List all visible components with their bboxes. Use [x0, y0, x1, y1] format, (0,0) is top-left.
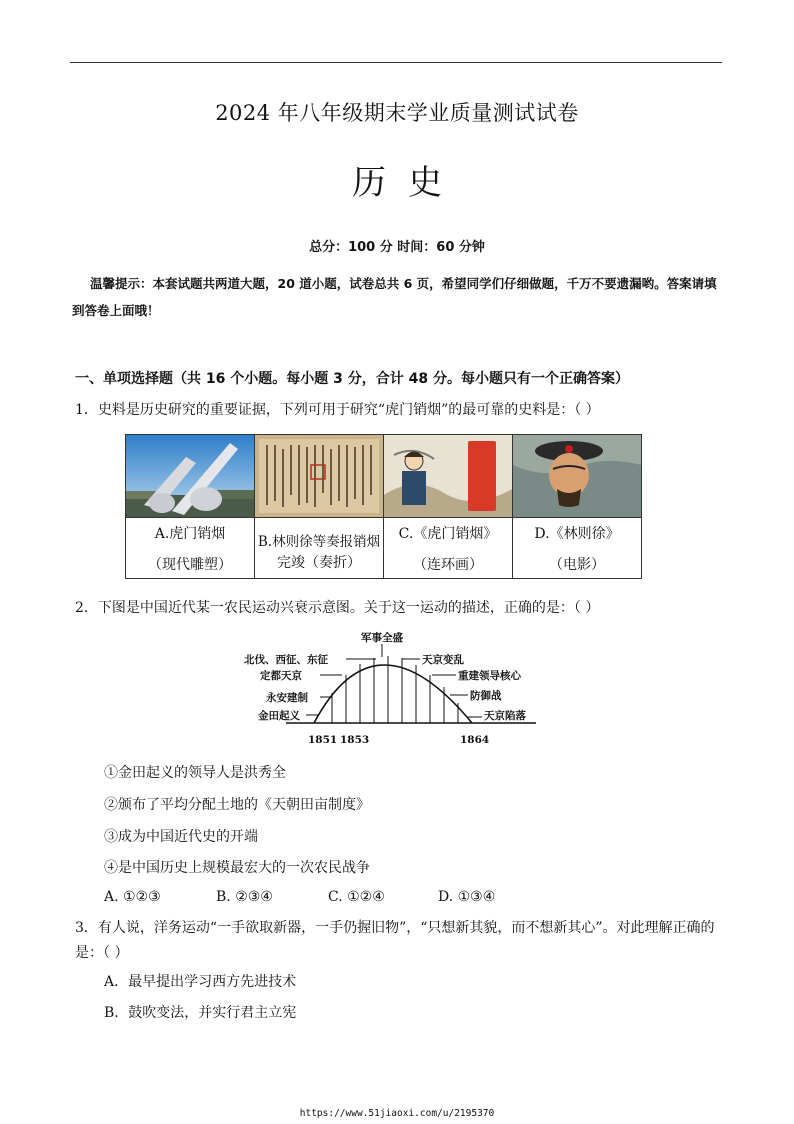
q2-choice-c: C. ①②④ [328, 889, 385, 905]
option-c-image [384, 435, 513, 518]
option-a [126, 518, 255, 579]
option-b [255, 518, 384, 579]
taiping-rise-fall-diagram [236, 627, 556, 750]
movie-poster-image [513, 435, 641, 517]
label-peak: 军事全盛 [361, 632, 403, 644]
q2-choice-a: A. ①②③ [104, 889, 161, 905]
score-time: 总分：100 分 时间：60 分钟 [309, 240, 485, 255]
q3-option-b: B．鼓吹变法，并实行君主立宪 [104, 1005, 297, 1021]
q2-statement-4: ④是中国历史上规模最宏大的一次农民战争 [104, 860, 370, 876]
exam-title: 2024 年八年级期末学业质量测试试卷 [215, 101, 579, 125]
q2-statement-1: ①金田起义的领导人是洪秀全 [104, 765, 286, 781]
top-rule [70, 62, 722, 63]
question-1: 1．史料是历史研究的重要证据，下列可用于研究“虎门销烟”的最可靠的史料是：（ ） [75, 402, 600, 418]
q2-statement-3: ③成为中国近代史的开端 [104, 829, 258, 845]
q2-statement-2: ②颁布了平均分配土地的《天朝田亩制度》 [104, 797, 370, 813]
memorial-image [255, 435, 383, 517]
label-year-1853: 1853 [340, 734, 370, 746]
option-a-image [126, 435, 255, 518]
option-b-image [255, 435, 384, 518]
label-left-4: 金田起义 [258, 710, 300, 722]
warm-tip: 温馨提示：本套试题共两道大题，20 道小题，试卷总共 6 页，希望同学们仔细做题，千万不要遗漏哟。答案请填到答卷上面哦！ [72, 276, 717, 318]
sculpture-image [126, 435, 254, 517]
label-left-2: 定都天京 [260, 670, 302, 682]
label-year-1864: 1864 [460, 734, 490, 746]
option-c-line1: C.《虎门销烟》 [398, 526, 498, 542]
option-d [513, 518, 642, 579]
label-right-2: 重建领导核心 [458, 670, 521, 682]
section-1-title: 一、单项选择题（共 16 个小题。每小题 3 分，合计 48 分。每小题只有一个正确答案） [75, 371, 629, 387]
subject-title: 历史 [352, 163, 464, 203]
option-b-line1: B.林则徐等奏报销烟 [257, 533, 381, 550]
option-b-line2: 完竣（奏折） [277, 554, 361, 571]
option-a-line1: A.虎门销烟 [154, 526, 226, 542]
comic-image [384, 435, 512, 517]
label-right-3: 防御战 [470, 690, 502, 702]
question-2: 2．下图是中国近代某一农民运动兴衰示意图。关于这一运动的描述，正确的是：（ ） [75, 600, 600, 616]
question-3: 3．有人说，洋务运动“一手欲取新器，一手仍握旧物”，“只想新其貌，而不想新其心”。对此理解正确的是：（ ） [75, 920, 715, 961]
option-d-line2: （电影） [549, 557, 605, 573]
q2-choice-b: B. ②③④ [216, 889, 273, 905]
label-year-1851: 1851 [308, 734, 338, 746]
option-c-line2: （连环画） [413, 557, 483, 573]
diagram-arc [314, 665, 472, 723]
q2-choice-d: D. ①③④ [438, 889, 496, 905]
label-left-3: 永安建制 [266, 692, 308, 704]
option-c [384, 518, 513, 579]
option-d-line1: D.《林则徐》 [534, 526, 620, 542]
footer-url[interactable]: https://www.51jiaoxi.com/u/2195370 [299, 1108, 495, 1119]
q3-option-a: A．最早提出学习西方先进技术 [104, 974, 297, 990]
question-1-options-table [125, 434, 642, 579]
label-right-1: 天京变乱 [422, 654, 464, 666]
option-a-line2: （现代雕塑） [148, 557, 232, 573]
option-d-image [513, 435, 642, 518]
label-right-4: 天京陷落 [484, 710, 526, 722]
label-left-1: 北伐、西征、东征 [244, 654, 328, 666]
